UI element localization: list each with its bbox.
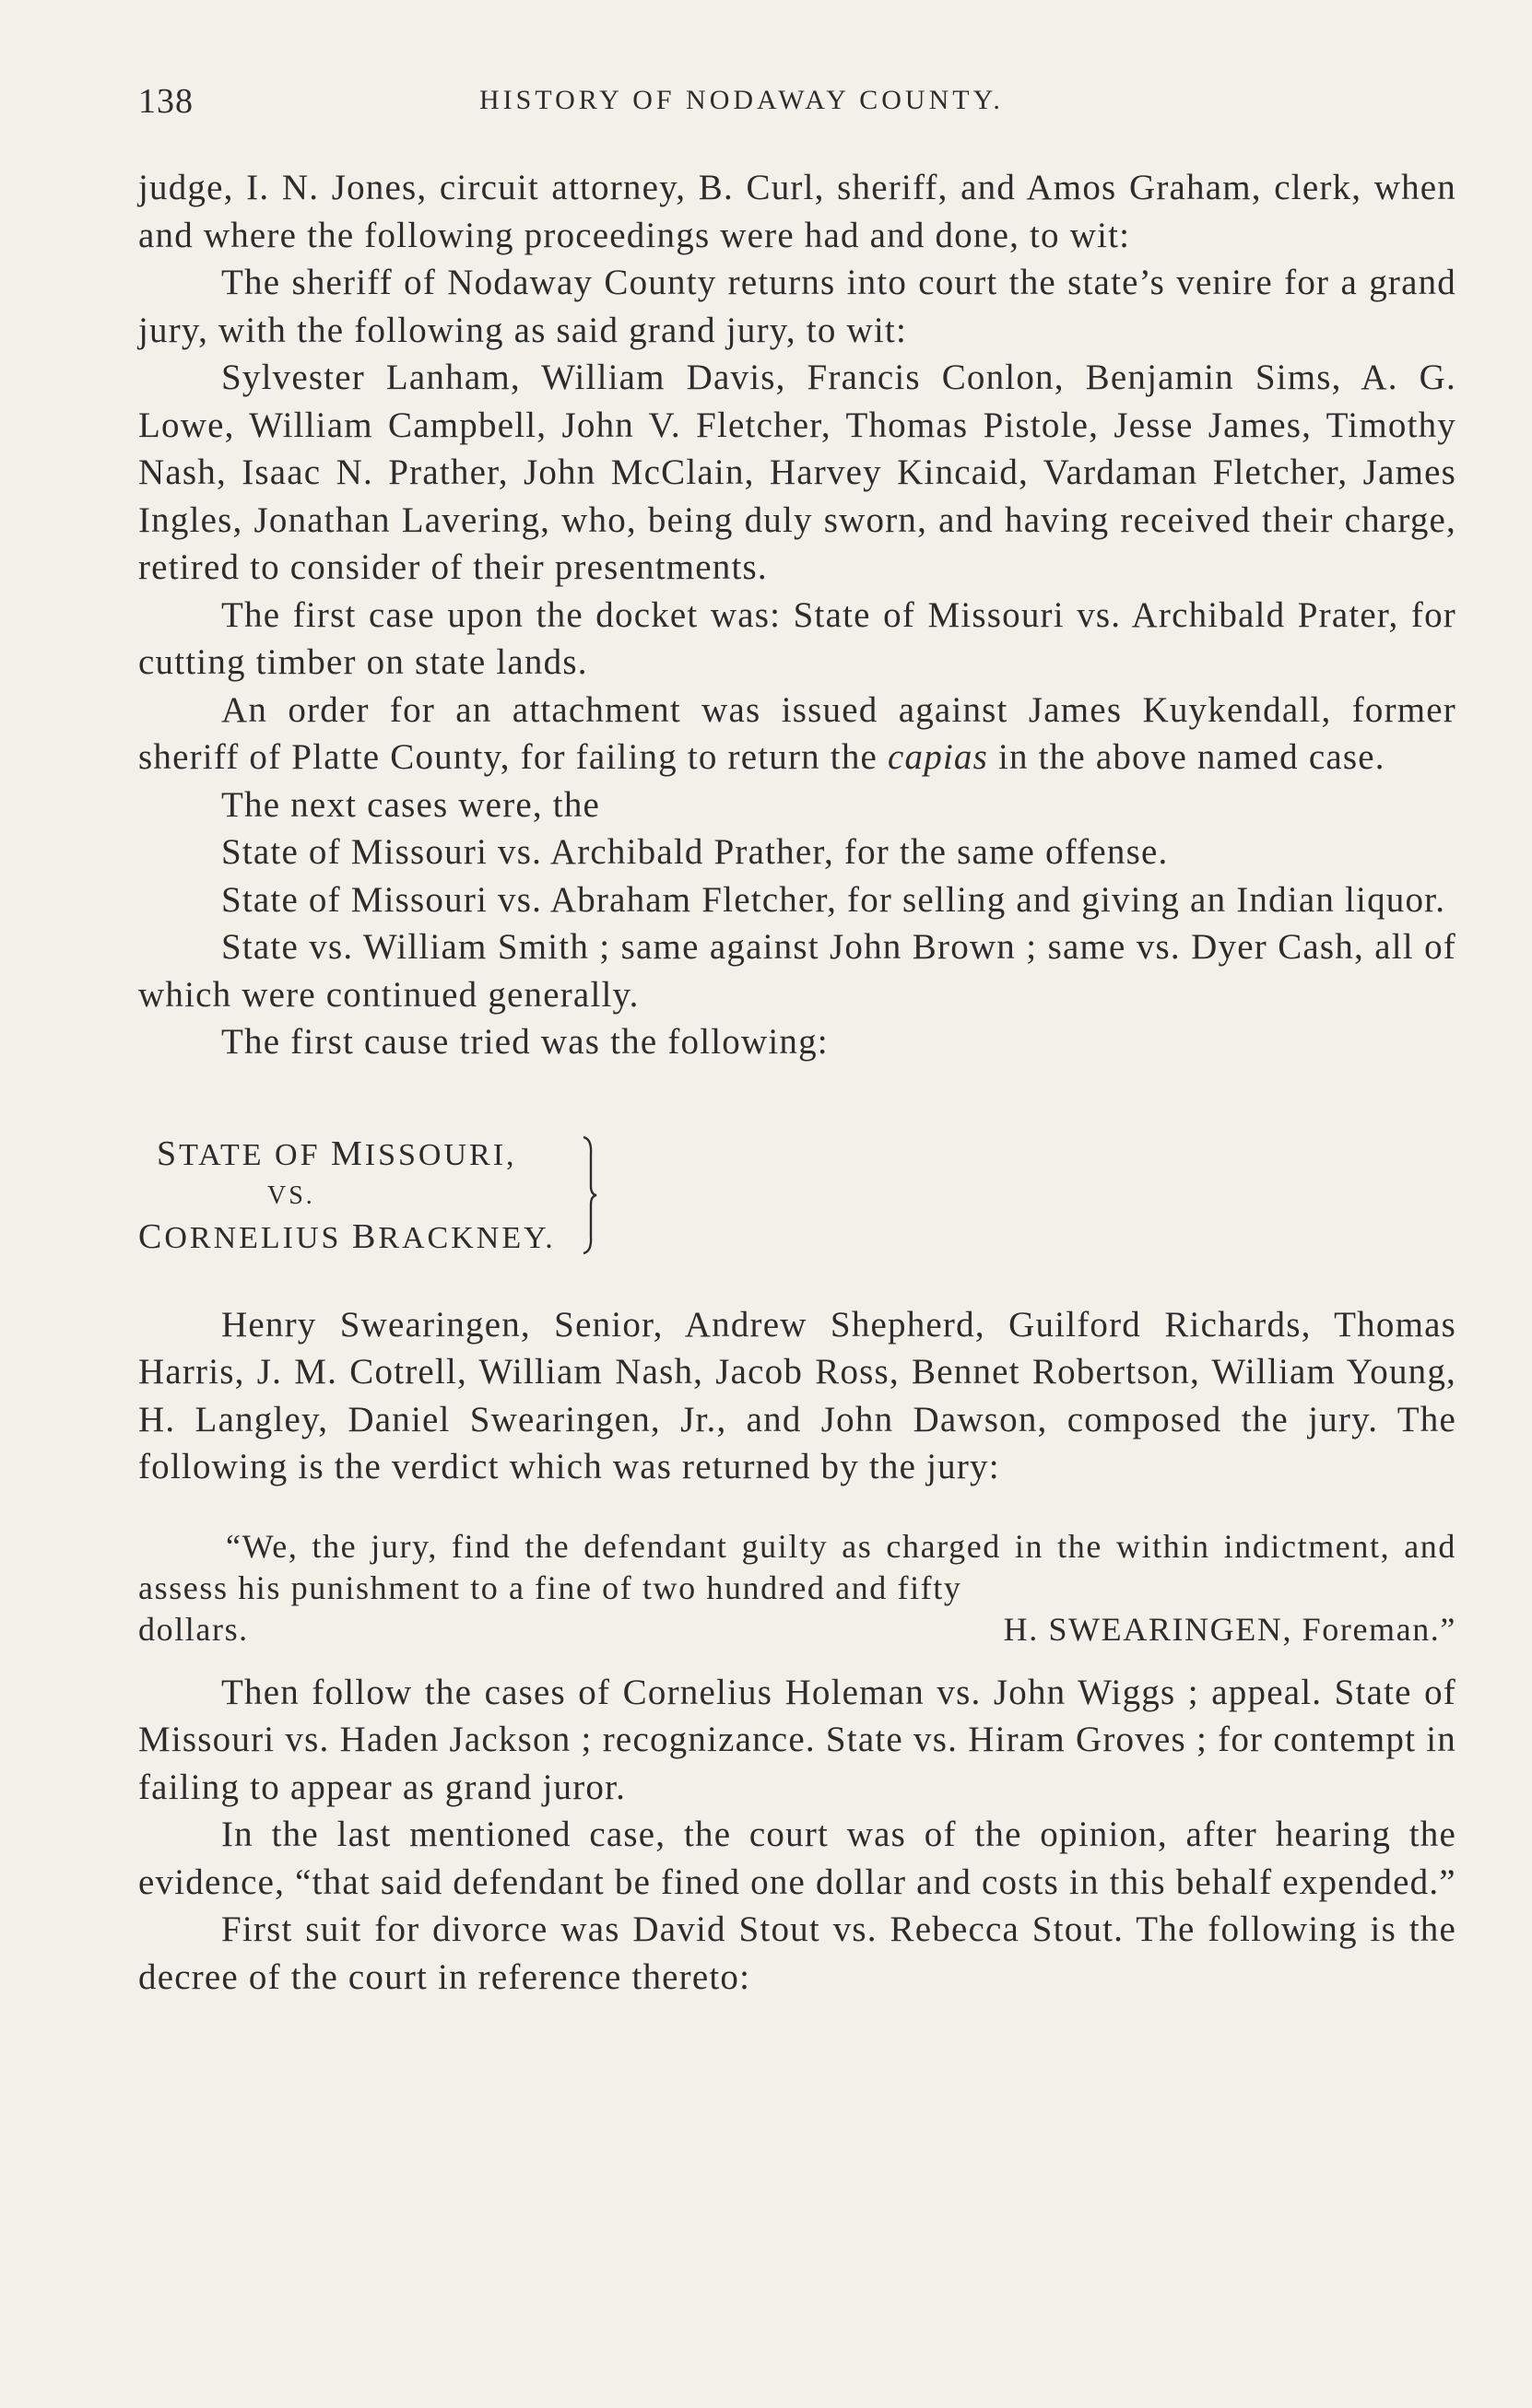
verdict-quote	[138, 1526, 1456, 1650]
italic-term: capias	[887, 737, 989, 777]
text-span: in the above named case.	[988, 737, 1385, 777]
paragraph: In the last mentioned case, the court was of the opinion, after hearing the evidence, “that said defendant be fined one dollar and costs in this behalf expended.”	[138, 1815, 1456, 1902]
verdict-last-word: dollars.	[138, 1610, 249, 1648]
paragraph: The first cause tried was the following:	[221, 1022, 829, 1062]
caption-versus: VS.	[267, 1181, 315, 1210]
caption-plaintiff: STATE OF MISSOURI,	[157, 1134, 517, 1173]
paragraph: The first case upon the docket was: State of Missouri vs. Archibald Prater, for cutting timber on state lands.	[138, 594, 1456, 682]
caption-defendant: CORNELIUS BRACKNEY.	[138, 1216, 556, 1256]
running-title: HISTORY OF NODAWAY COUNTY.	[479, 85, 1004, 115]
caption-brace	[581, 1135, 597, 1255]
verdict-signature: H. SWEARINGEN, Foreman.”	[1003, 1610, 1456, 1648]
paragraph-grand-jury-list: Sylvester Lanham, William Davis, Francis Conlon, Benjamin Sims, A. G. Lowe, William Campbell, John V. Fletcher, Thomas Pistole, Jesse James, Timothy Nash, Isaac N. Prather, John McClain, Harvey Kincaid, Vardaman Fletcher, James Ingles, Jonathan Lavering, who, being duly sworn, and having received their charge, retired to consider of their presentments.	[138, 358, 1456, 587]
paragraph: First suit for divorce was David Stout vs. Rebecca Stout. The following is the decree of the court in reference thereto:	[138, 1909, 1456, 1997]
paragraph: The sheriff of Nodaway County returns into court the state’s venire for a grand jury, with the following as said grand jury, to wit:	[138, 263, 1456, 350]
paragraph-continuation: judge, I. N. Jones, circuit attorney, B. Curl, sheriff, and Amos Graham, clerk, when and where the following proceedings were had and done, to wit:	[138, 168, 1456, 255]
paragraph-trial-jury: Henry Swearingen, Senior, Andrew Shepherd, Guilford Richards, Thomas Harris, J. M. Cotrell, William Nash, Jacob Ross, Bennet Robertson, William Young, H. Langley, Daniel Swearingen, Jr., and John Dawson, composed the jury. The following is the verdict which was returned by the jury:	[138, 1304, 1456, 1486]
paragraph: State of Missouri vs. Abraham Fletcher, for selling and giving an Indian liquor.	[221, 879, 1446, 920]
body-text	[138, 164, 1456, 2001]
book-page	[138, 65, 1456, 2001]
paragraph-attachment-order	[138, 687, 1456, 781]
verdict-text: “We, the jury, find the defendant guilty as charged in the within indictment, and assess his punishment to a fine of two hundred and fifty	[138, 1527, 1456, 1606]
verdict-signature-line	[138, 1609, 1456, 1650]
paragraph: State vs. William Smith ; same against John Brown ; same vs. Dyer Cash, all of which were continued generally.	[138, 927, 1456, 1015]
paragraph: The next cases were, the	[221, 784, 601, 825]
text-span: An order for an attachment was issued against James Kuykendall, former sheriff of Platte County, for failing to return the	[138, 689, 1456, 777]
running-head	[138, 65, 1456, 129]
paragraph: Then follow the cases of Cornelius Holeman vs. John Wiggs ; appeal. State of Missouri vs. Haden Jackson ; recognizance. State vs. Hiram Groves ; for contempt in failing to appear as grand juror.	[138, 1672, 1456, 1807]
page-number: 138	[138, 82, 194, 121]
case-caption	[138, 1131, 1456, 1274]
paragraph: State of Missouri vs. Archibald Prather, for the same offense.	[221, 832, 1169, 872]
